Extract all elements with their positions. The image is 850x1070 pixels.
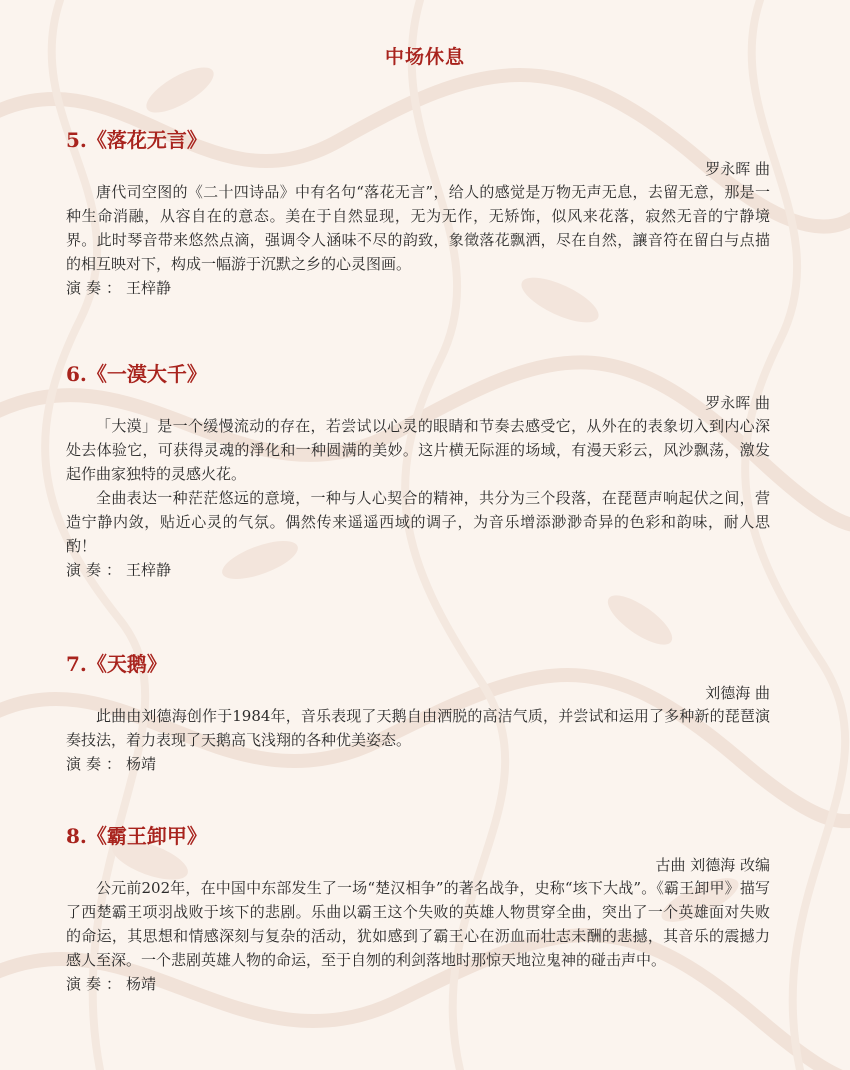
performer-name: 杨靖 — [126, 755, 157, 773]
piece-title: 6.《一漠大千》 — [66, 362, 207, 386]
piece-title: 5.《落花无言》 — [66, 128, 207, 152]
program-item-7 — [66, 650, 770, 776]
composer-credit: 罗永晖 曲 — [705, 394, 770, 412]
piece-description: 此曲由刘德海创作于1984年，音乐表现了天鹅自由洒脱的高洁气质，并尝试和运用了多种新的琵琶演奏技法，着力表现了天鹅高飞浅翔的各种优美姿态。 — [66, 707, 770, 749]
performer-label: 演奏： — [66, 279, 127, 297]
program-item-6 — [66, 360, 770, 582]
program-item-5 — [66, 126, 770, 300]
performer-line — [66, 558, 770, 582]
performer-line — [66, 972, 770, 996]
performer-line — [66, 752, 770, 776]
piece-title: 8.《霸王卸甲》 — [66, 824, 207, 848]
program-item-8 — [66, 822, 770, 996]
piece-description: 「大漠」是一个缓慢流动的存在，若尝试以心灵的眼睛和节奏去感受它，从外在的表象切入到内心深处去体验它，可获得灵魂的淨化和一种圆满的美妙。这片横无际涯的场域，有漫天彩云，风沙飘荡，激发起作曲家独特的灵感火花。 — [66, 417, 770, 483]
performer-name: 王梓静 — [126, 561, 172, 579]
piece-description: 唐代司空图的《二十四诗品》中有名句“落花无言”，给人的感觉是万物无声无息，去留无意，那是一种生命消融，从容自在的意态。美在于自然显现，无为无作，无矫饰，似风来花落，寂然无音的宁静境界。此时琴音带来悠然点滴，强调令人涵味不尽的韵致，象徵落花飘洒，尽在自然，讓音符在留白与点描的相互映对下，构成一幅游于沉默之乡的心灵图画。 — [66, 183, 770, 273]
composer-credit: 罗永晖 曲 — [705, 160, 770, 178]
piece-description: 公元前202年，在中国中东部发生了一场“楚汉相争”的著名战争，史称“垓下大战”。《霸王卸甲》描写了西楚霸王项羽战败于垓下的悲剧。乐曲以霸王这个失败的英雄人物贯穿全曲，突出了一个英雄面对失败的命运，其思想和情感深刻与复杂的活动，犹如感到了霸王心在沥血而壮志未酬的悲撼，其音乐的震撼力感人至深。一个悲剧英雄人物的命运，至于自刎的利剑落地时那惊天地泣鬼神的碰击声中。 — [66, 879, 770, 969]
piece-description: 全曲表达一种茫茫悠远的意境，一种与人心契合的精神，共分为三个段落，在琵琶声响起伏之间，营造宁静内敛，贴近心灵的气氛。偶然传来遥遥西域的调子，为音乐增添渺渺奇异的色彩和韵味，耐人思酌！ — [66, 489, 770, 555]
piece-title: 7.《天鹅》 — [66, 652, 167, 676]
performer-line — [66, 276, 770, 300]
performer-name: 杨靖 — [126, 975, 157, 993]
composer-credit: 刘德海 曲 — [705, 684, 770, 702]
performer-label: 演奏： — [66, 755, 127, 773]
page-title: 中场休息 — [384, 46, 465, 68]
composer-credit: 古曲 刘德海 改编 — [655, 856, 770, 874]
performer-name: 王梓静 — [126, 279, 172, 297]
performer-label: 演奏： — [66, 975, 127, 993]
performer-label: 演奏： — [66, 561, 127, 579]
